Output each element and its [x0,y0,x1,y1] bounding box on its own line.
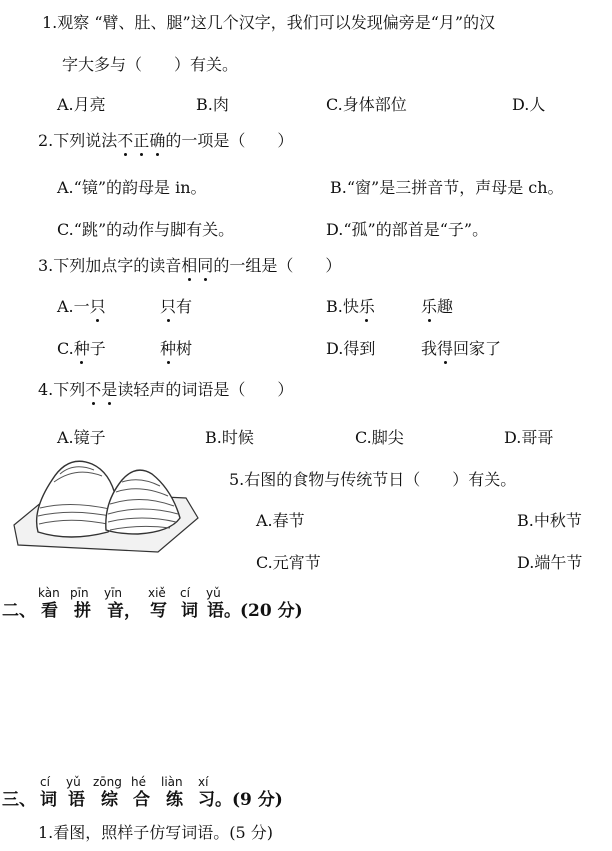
q3-text: C. [57,339,74,358]
section-number: 三、 [2,790,36,810]
section2-char: 拼 [74,601,91,621]
q5-stem: 5.右图的食物与传统节日（ ）有关。 [229,470,517,489]
section2-comma: ， [124,601,141,621]
section3-period: 。 [215,790,232,810]
q3-text: 我 [421,339,438,358]
q3-stem-pre: 3.下列加点字的读音 [38,256,182,275]
section2-char: 语 [207,601,224,621]
section3-char: 练 [166,790,183,810]
q3-text: 有 [176,297,193,316]
q2-option-d: D.“孤”的部首是“子”。 [326,220,489,239]
section3-pinyin: zōng [93,775,122,789]
section3-pinyin: xí [198,775,209,789]
section3-char: 综 [101,790,118,810]
q4-option-b: B.时候 [205,428,254,447]
q1-option-c: C.身体部位 [326,95,407,114]
q3-dotted-char: 得 [437,339,454,358]
q2-stem [38,131,293,151]
section3-pinyin: cí [40,775,50,789]
section3-char: 习 [198,790,215,810]
q3-dotted-char: 种 [160,339,177,358]
q1-option-a: A.月亮 [57,95,106,114]
q3-stem-post: 的一组是（ ） [213,256,342,275]
q3-text: 树 [176,339,193,358]
section2-pinyin: pīn [70,586,89,600]
q4-dotted-char: 不 [85,380,102,399]
section2-char: 写 [150,601,167,621]
q3-text: 子 [89,339,106,358]
q4-stem-post: 读轻声的词语是（ ） [117,380,294,399]
q3-option-b-first [326,297,375,317]
q1-line1: 1.观察 “臂、肚、腿”这几个汉字，我们可以发现偏旁是“月”的汉 [42,13,496,32]
section2-score: (20 分) [240,601,303,621]
q3-text: A.一 [57,297,90,316]
q4-option-d: D.哥哥 [504,428,554,447]
q2-stem-pre: 2.下列说法 [38,131,118,150]
q3-option-c-first [57,339,106,359]
section2-pinyin: yǔ [206,586,221,600]
section3-char: 语 [68,790,85,810]
q3-text: B.快 [326,297,359,316]
q3-option-a-second [160,297,192,317]
section3-pinyin: liàn [161,775,183,789]
section2-period: 。 [224,601,241,621]
q3-option-d-second [421,339,501,359]
q3-dotted-char: 乐 [358,297,375,316]
q3-stem [38,256,341,276]
q3-text: 回家了 [453,339,502,358]
q2-dotted-char: 不 [117,131,134,150]
q4-dotted-char: 是 [101,380,118,399]
section3-title [2,790,283,810]
q3-text: 趣 [437,297,454,316]
q3-dotted-char: 相 [181,256,198,275]
q5-option-b: B.中秋节 [517,511,582,530]
section2-char: 看 [41,601,58,621]
section2-pinyin: cí [180,586,190,600]
section3-q1: 1.看图，照样子仿写词语。(5 分) [38,823,274,842]
q3-dotted-char: 只 [160,297,177,316]
q4-option-c: C.脚尖 [355,428,404,447]
section3-char: 词 [40,790,57,810]
q2-stem-post: 的一项是（ ） [165,131,294,150]
section2-title [2,601,303,621]
q5-option-c: C.元宵节 [256,553,321,572]
section3-score: (9 分) [232,790,283,810]
q3-option-a-first [57,297,106,317]
q3-option-d-first [326,339,375,359]
section3-pinyin: hé [131,775,146,789]
q5-option-d: D.端午节 [517,553,583,572]
q3-option-c-second [160,339,192,359]
q2-option-c: C.“跳”的动作与脚有关。 [57,220,235,239]
zongzi-icon [10,452,200,554]
q3-option-b-second [421,297,453,317]
q1-line2: 字大多与（ ）有关。 [62,55,239,74]
q3-dotted-char: 种 [73,339,90,358]
q2-dotted-char: 正 [133,131,150,150]
q4-stem [38,380,293,400]
q2-dotted-char: 确 [149,131,166,150]
q3-dotted-char: 只 [89,297,106,316]
q4-option-a: A.镜子 [57,428,106,447]
section2-pinyin: xiě [148,586,166,600]
q4-stem-pre: 4.下列 [38,380,86,399]
section2-char: 音 [107,601,124,621]
q1-option-b: B.肉 [196,95,229,114]
section2-pinyin: kàn [38,586,60,600]
section2-pinyin: yīn [104,586,123,600]
section-number: 二、 [2,601,36,621]
q3-dotted-char: 乐 [421,297,438,316]
q1-option-d: D.人 [512,95,546,114]
q2-option-b: B.“窗”是三拼音节，声母是 ch。 [330,178,564,197]
q5-option-a: A.春节 [256,511,305,530]
section3-pinyin: yǔ [66,775,81,789]
section3-char: 合 [133,790,150,810]
q3-dotted-char: 同 [197,256,214,275]
q2-option-a: A.“镜”的韵母是 in。 [57,178,207,197]
section2-char: 词 [181,601,198,621]
q3-text: D.得到 [326,339,376,358]
